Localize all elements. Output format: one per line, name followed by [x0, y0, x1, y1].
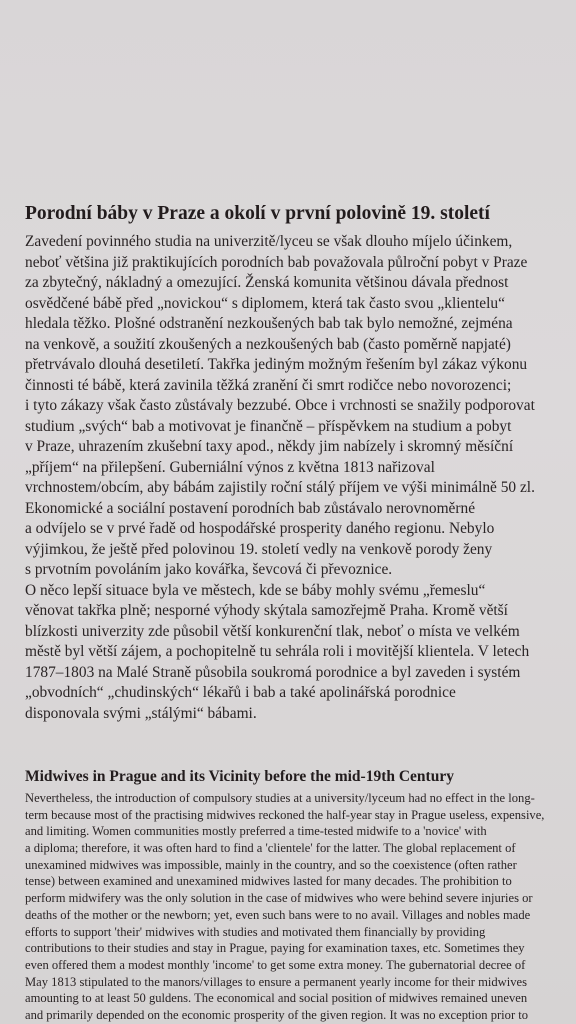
czech-text-line: 1787–1803 na Malé Straně působila soukromá porodnice a byl zaveden i systém: [25, 663, 521, 681]
czech-text-line: Zavedení povinného studia na univerzitě/lyceu se však dlouho míjelo účinkem,: [25, 233, 513, 250]
english-text-line: deaths of the mother or the newborn; yet, even such bans were to no avail. Villages and nobles made: [25, 907, 531, 922]
czech-text-line: „obvodních“ „chudinských“ lékařů i bab a také apolinářská porodnice: [25, 684, 456, 701]
czech-text-line: v Praze, uhrazením zkušební taxy apod., někdy jim nabízely i skromný měsíční: [25, 438, 514, 455]
czech-text-line: činnosti té bábě, která zavinila těžká zranění či smrt rodičce nebo novorozenci;: [25, 376, 512, 394]
czech-text-line: vrchnostem/obcím, aby bábám zajistily roční stálý příjem ve výši minimálně 50 zl.: [25, 479, 535, 496]
english-text-line: efforts to support 'their' midwives with studies and motivated them financially by providing: [25, 924, 486, 939]
english-text-line: perform midwifery was the only solution in the case of midwives who were behind severe injuries or: [25, 891, 533, 906]
czech-text-line: osvědčené bábě před „novickou“ s diplomem, která tak často svou „klientelu“: [25, 294, 505, 312]
english-text-line: amounting to at least 50 guldens. The economical and social position of midwives remained uneven: [25, 991, 528, 1006]
english-text-line: and limiting. Women communities mostly preferred a time-tested midwife to a 'novice' with: [25, 824, 487, 839]
czech-text-line: Ekonomické a sociální postavení porodních bab zůstávalo nerovnoměrné: [25, 499, 476, 517]
czech-text-line: přetrvávalo dlouhá desetiletí. Takřka jediným možným řešením byl zákaz výkonu: [25, 356, 528, 373]
english-heading: Midwives in Prague and its Vicinity before the mid-19th Century: [25, 768, 454, 785]
english-text-line: a diploma; therefore, it was often hard to find a 'clientele' for the latter. The global replacement of: [25, 841, 516, 856]
czech-heading: Porodní báby v Praze a okolí v první polovině 19. století: [25, 203, 490, 224]
english-text-line: contributions to their studies and stay in Prague, paying for examination taxes, etc. Sometimes they: [25, 941, 525, 956]
czech-text-line: studium „svých“ bab a motivovat je finančně – příspěvkem na studium a pobyt: [25, 417, 512, 435]
czech-text-line: za zbytečný, nákladný a omezující. Ženská komunita většinou dávala přednost: [25, 274, 509, 291]
english-text-line: unexamined midwives was impossible, mainly in the country, and so the coexistence (often rather: [25, 857, 517, 872]
czech-text-line: hledala těžko. Plošné odstranění nezkoušených bab tak bylo nemožné, zejména: [25, 315, 513, 332]
english-text-line: Nevertheless, the introduction of compulsory studies at a university/lyceum had no effect in the long-: [25, 791, 535, 805]
czech-text-line: blízkosti univerzity zde působil větší konkurenční tlak, neboť o místa ve velkém: [25, 622, 520, 640]
czech-paragraph: [25, 232, 570, 724]
english-paragraph: [25, 790, 573, 1024]
czech-text-line: na venkově, a soužití zkoušených a nezkoušených bab (často poměrně napjaté): [25, 335, 511, 353]
czech-text-line: disponovala svými „stálými“ bábami.: [25, 704, 257, 722]
english-text-line: term because most of the practising midwives reckoned the half-year stay in Prague useless, expensive,: [25, 807, 545, 822]
czech-text-line: i tyto zákazy však často zůstávaly bezzubé. Obce i vrchnosti se snažily podporovat: [25, 397, 535, 414]
english-text-line: even offered them a modest monthly 'income' to get some extra money. The gubernatorial decree of: [25, 957, 526, 972]
english-text-line: tense) between examined and unexamined midwives lasted for many decades. The prohibition to: [25, 874, 512, 889]
czech-text-line: „příjem“ na přilepšení. Guberniální výnos z května 1813 nařizoval: [25, 458, 435, 476]
czech-text-line: O něco lepší situace byla ve městech, kde se báby mohly svému „řemeslu“: [25, 581, 486, 599]
english-text-line: May 1813 stipulated to the manors/villages to ensure a permanent yearly income for their midwives: [25, 974, 528, 989]
english-text-line: and primarily depended on the economic prosperity of the given region. It was no exception prior to: [25, 1007, 529, 1022]
czech-text-line: věnovat takřka plně; nesporné výhody skýtala samozřejmě Praha. Kromě větší: [25, 602, 508, 619]
czech-text-line: neboť většina již praktikujících porodních bab považovala půlroční pobyt v Praze: [25, 253, 528, 271]
czech-text-line: a odvíjelo se v prvé řadě od hospodářské prosperity daného regionu. Nebylo: [25, 520, 495, 537]
czech-text-line: městě byl větší zájem, a pochopitelně tu sehrála roli i movitější klientela. V letech: [25, 643, 530, 660]
czech-text-line: s prvotním povoláním jako kovářka, ševcová či převoznice.: [25, 561, 393, 578]
czech-text-line: výjimkou, že ještě před polovinou 19. století vedly na venkově porody ženy: [25, 540, 493, 558]
